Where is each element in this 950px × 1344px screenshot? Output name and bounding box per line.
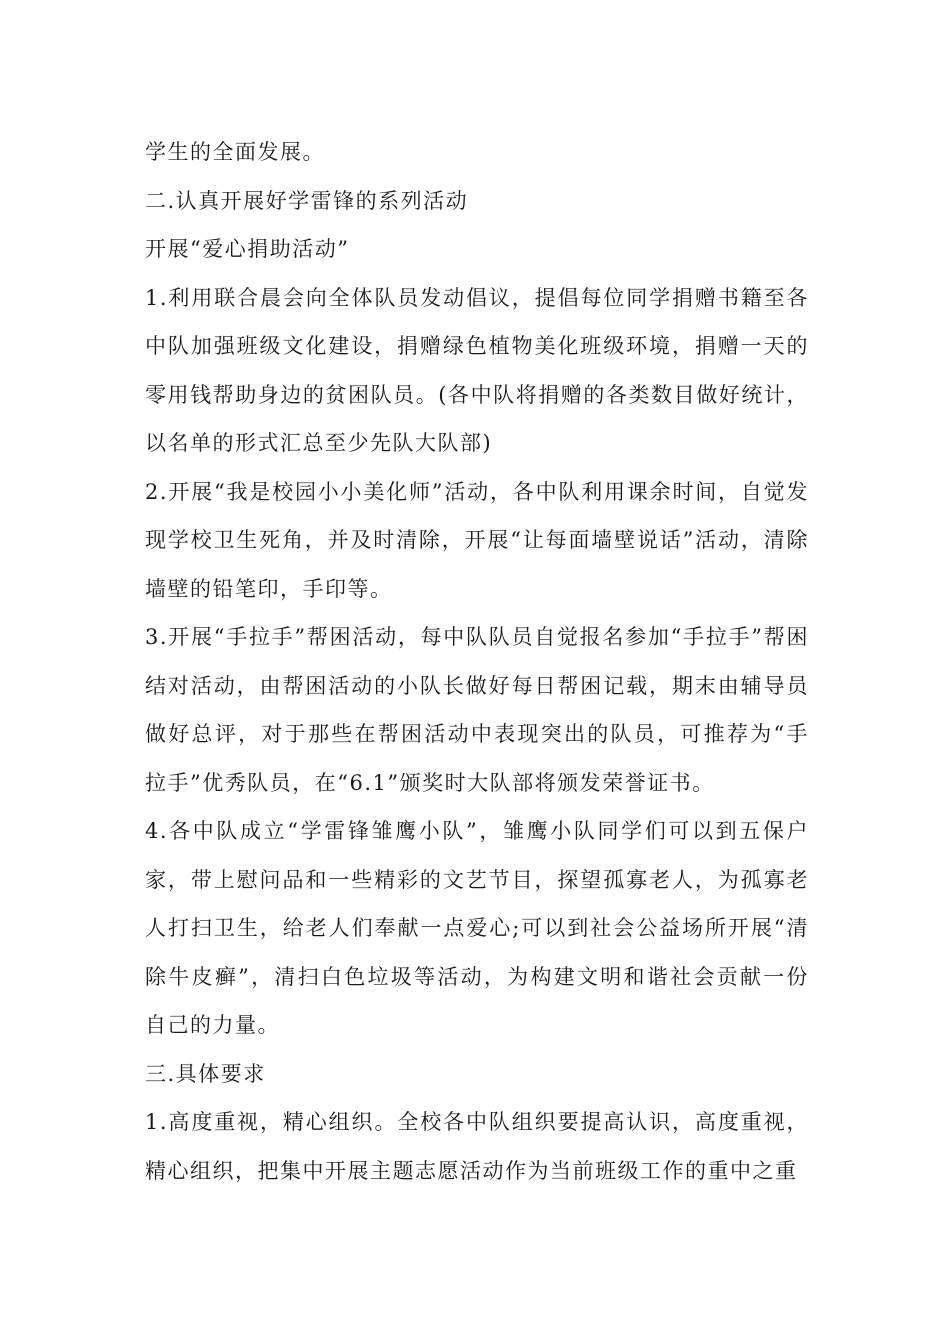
list-item-1: 1.利用联合晨会向全体队员发动倡议，提倡每位同学捐赠书籍至各中队加强班级文化建设，捐赠绿色植物美化班级环境，捐赠一天的零用钱帮助身边的贫困队员。(各中队将捐赠的各类数目做好统计，以名单的形式汇总至少先队大队部) (145, 285, 809, 455)
list-item-4: 4.各中队成立“学雷锋雏鹰小队”，雏鹰小队同学们可以到五保户家，带上慰问品和一些精彩的文艺节目，探望孤寡老人，为孤寡老人打扫卫生，给老人们奉献一点爱心;可以到社会公益场所开展“清除牛皮癣”，清扫白色垃圾等活动，为构建文明和谐社会贡献一份自己的力量。 (145, 819, 809, 1037)
list-item-3: 3.开展“手拉手”帮困活动，每中队队员自觉报名参加“手拉手”帮困结对活动，由帮困活动的小队长做好每日帮困记载，期末由辅导员做好总评，对于那些在帮困活动中表现突出的队员，可推荐为“手拉手”优秀队员，在“6.1”颁奖时大队部将颁发荣誉证书。 (145, 625, 809, 795)
paragraph-continuation: 学生的全面发展。 (145, 140, 325, 164)
section-heading-2: 二.认真开展好学雷锋的系列活动 (145, 188, 469, 213)
requirement-item-1: 1.高度重视，精心组织。全校各中队组织要提高认识，高度重视，精心组织，把集中开展主题志愿活动作为当前班级工作的重中之重 (145, 1110, 809, 1183)
document-body (145, 128, 809, 1195)
list-item-2: 2.开展“我是校园小小美化师”活动，各中队利用课余时间，自觉发现学校卫生死角，并及时清除，开展“让每面墙壁说话”活动，清除墙壁的铅笔印，手印等。 (145, 479, 809, 601)
section-heading-3: 三.具体要求 (145, 1061, 266, 1086)
subheading-donation: 开展“爱心捐助活动” (145, 237, 350, 261)
